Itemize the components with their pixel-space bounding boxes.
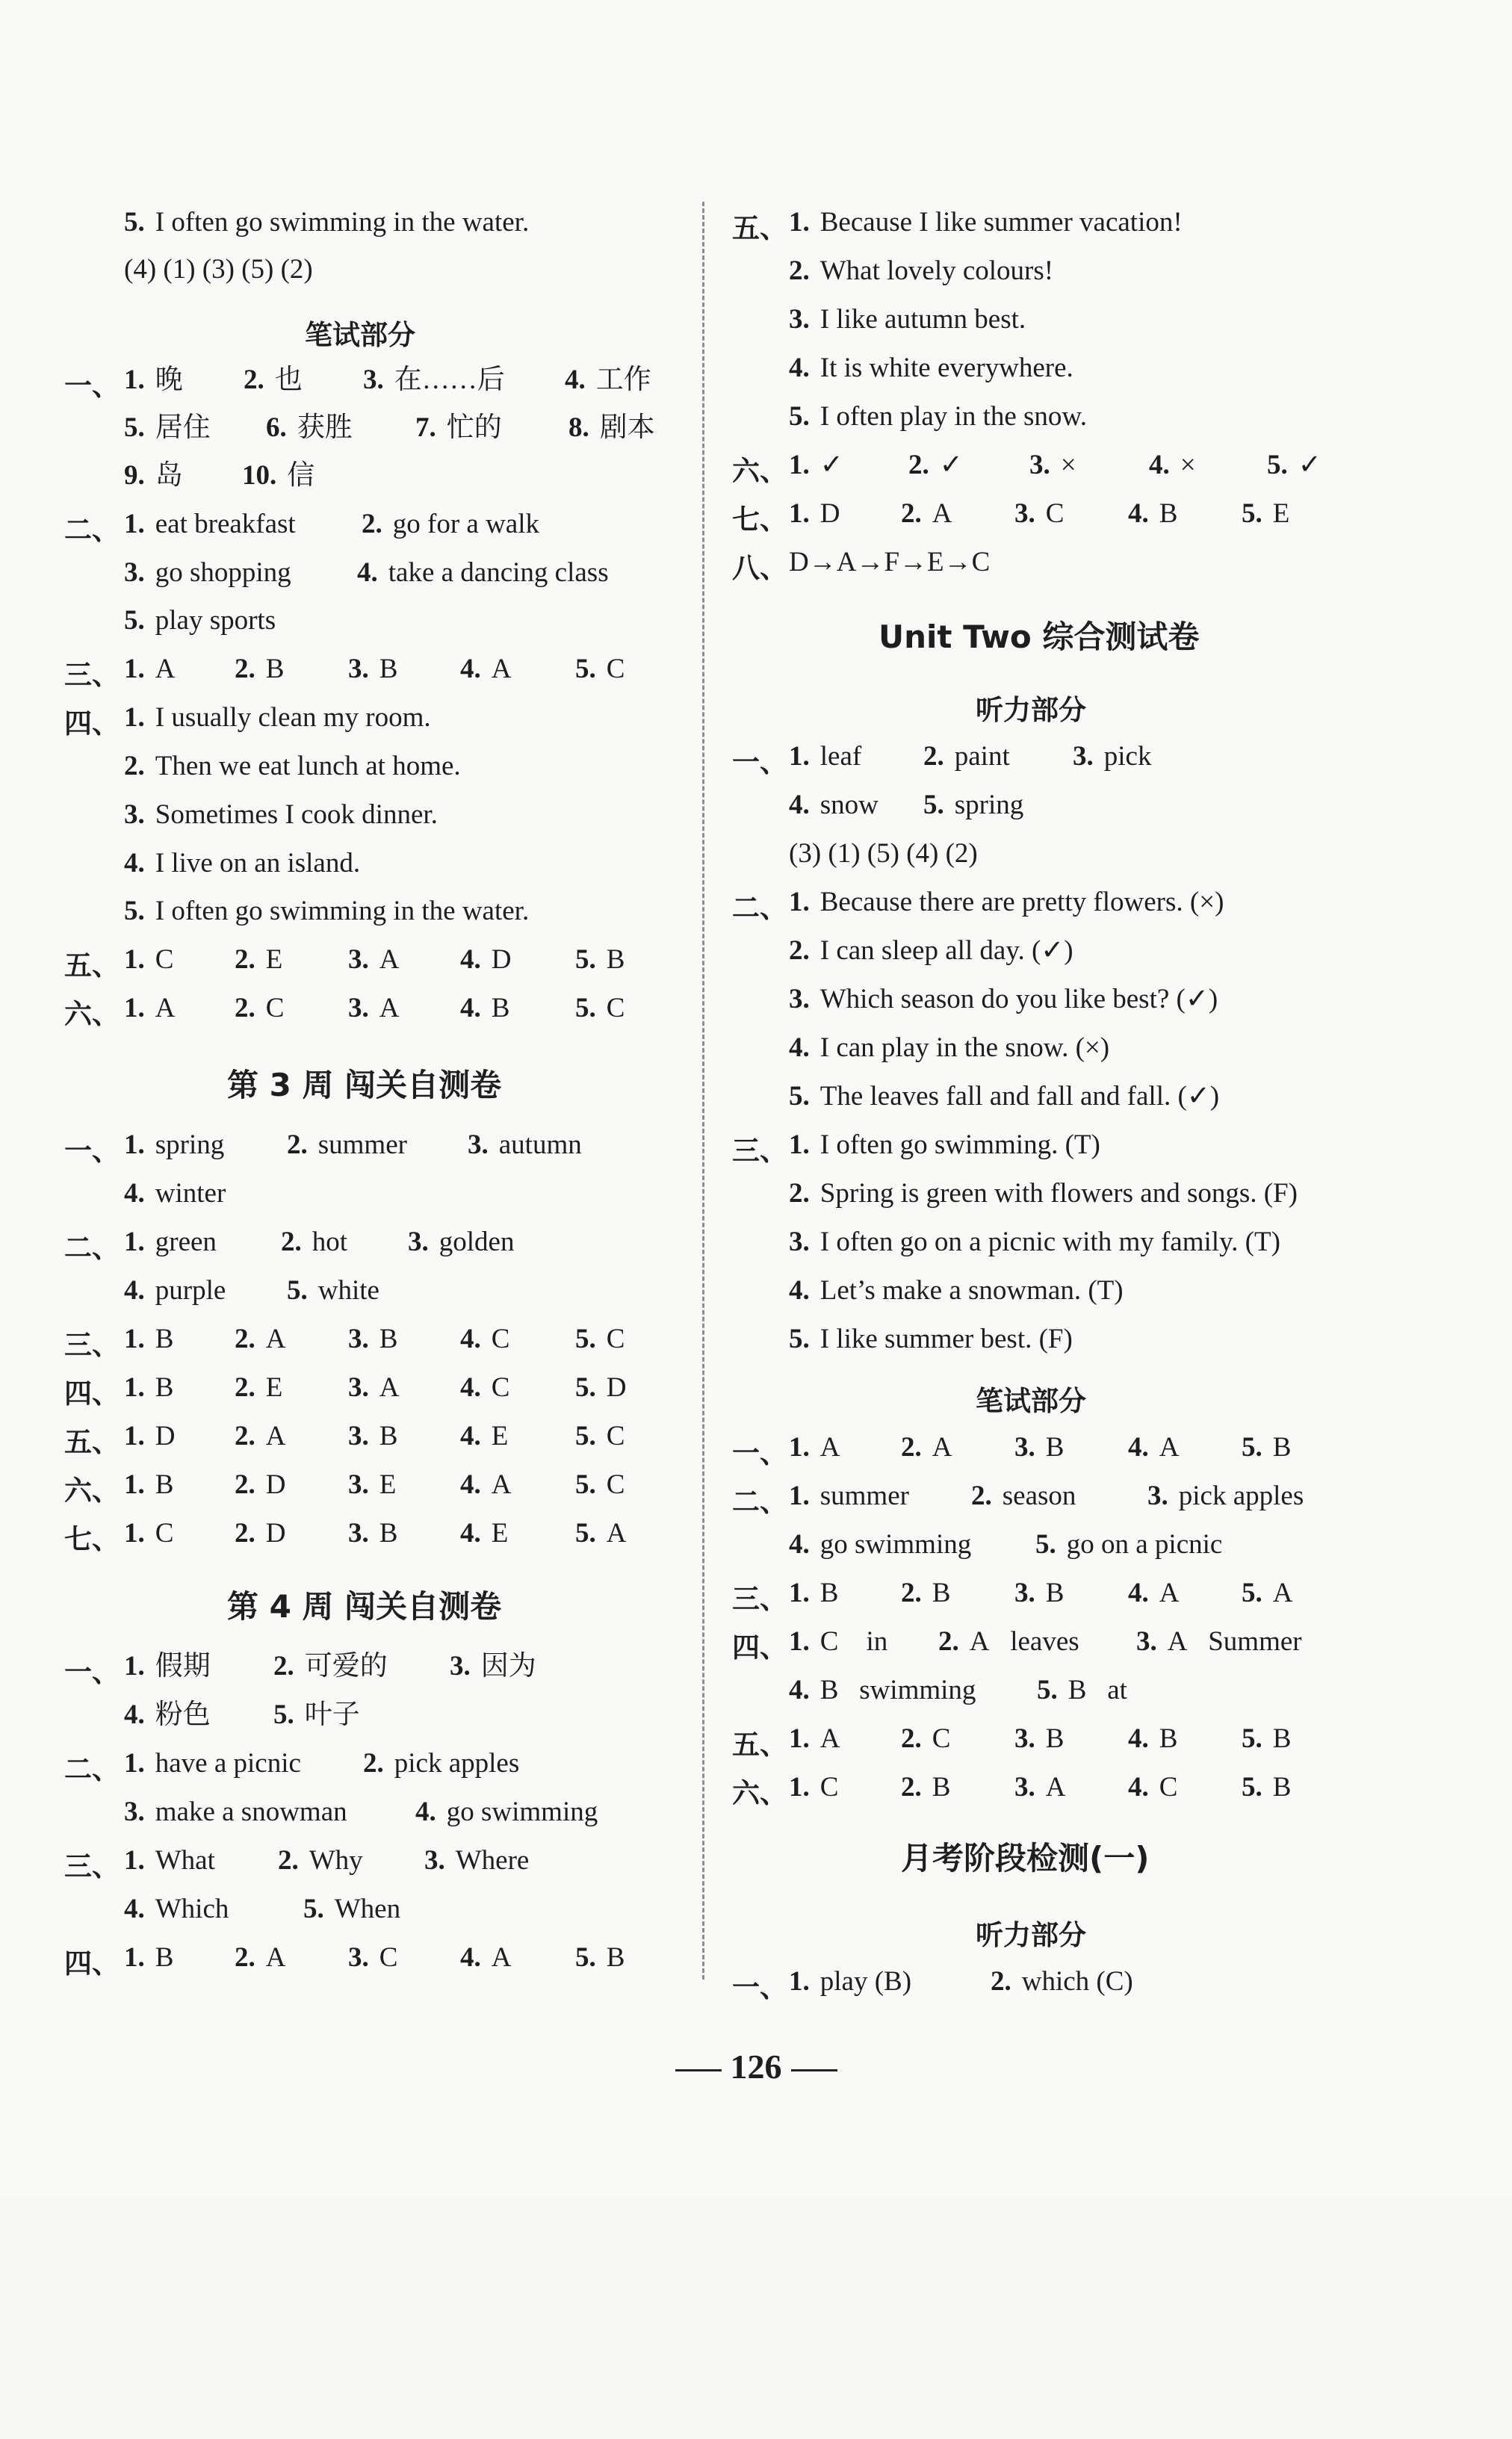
sequence-answer: D→A→F→E→C xyxy=(789,547,991,577)
dash-decoration xyxy=(791,2069,837,2071)
answer-line: 5. I often go swimming in the water. xyxy=(124,896,530,926)
order-answer: (4) (1) (3) (5) (2) xyxy=(124,254,313,285)
section-label: 二、 xyxy=(64,1753,120,1785)
section-label: 八、 xyxy=(732,552,787,584)
section-label: 一、 xyxy=(732,1437,787,1469)
section-label: 六、 xyxy=(732,1777,787,1809)
answer-line: 2. I can sleep all day. (✓) xyxy=(789,935,1073,966)
dash-decoration xyxy=(675,2069,722,2071)
written-heading: 笔试部分 xyxy=(305,319,415,351)
answer-line: 3. Sometimes I cook dinner. xyxy=(124,799,438,830)
section-label: 一、 xyxy=(64,370,120,402)
section-label: 七、 xyxy=(732,503,787,536)
answer-line: 1. I usually clean my room. xyxy=(124,702,431,733)
section-label: 七、 xyxy=(64,1523,120,1555)
section-label: 二、 xyxy=(64,514,120,546)
answer-line: 4. Let’s make a snowman. (T) xyxy=(789,1275,1124,1306)
section-label: 一、 xyxy=(64,1656,120,1688)
answer-line: 2. Spring is green with flowers and songs. (F) xyxy=(789,1178,1298,1209)
week3-title: 第 3 周 闯关自测卷 xyxy=(227,1067,502,1103)
answer-line: 5. I like summer best. (F) xyxy=(789,1324,1073,1354)
section-label: 六、 xyxy=(732,455,787,487)
section-label: 三、 xyxy=(64,1329,120,1361)
section-label: 五、 xyxy=(64,949,120,982)
section-label: 二、 xyxy=(64,1232,120,1264)
section-label: 五、 xyxy=(732,212,787,244)
answer-line: 4. I can play in the snow. (×) xyxy=(789,1032,1110,1063)
answer-line: 5. I often play in the snow. xyxy=(789,401,1087,432)
answer-line: 5. I often go swimming in the water. xyxy=(124,207,530,238)
section-label: 四、 xyxy=(732,1631,787,1664)
week4-title: 第 4 周 闯关自测卷 xyxy=(227,1588,502,1625)
answer-line: 2. What lovely colours! xyxy=(789,255,1054,286)
section-label: 一、 xyxy=(64,1135,120,1167)
section-label: 一、 xyxy=(732,1971,787,2003)
monthly-test-title: 月考阶段检测(一) xyxy=(901,1840,1150,1876)
answer-line: 4. It is white everywhere. xyxy=(789,353,1073,383)
section-label: 二、 xyxy=(732,892,787,924)
section-label: 五、 xyxy=(732,1729,787,1761)
answer-line: 1. Because there are pretty flowers. (×) xyxy=(789,887,1224,917)
answer-line: 3. I like autumn best. xyxy=(789,304,1026,335)
answer-line: 1. I often go swimming. (T) xyxy=(789,1129,1100,1160)
answer-line: 3. I often go on a picnic with my family. (T) xyxy=(789,1227,1280,1257)
section-label: 六、 xyxy=(64,998,120,1030)
answer-line: 3. Which season do you like best? (✓) xyxy=(789,984,1218,1014)
answer-line: 2. Then we eat lunch at home. xyxy=(124,751,461,781)
section-label: 三、 xyxy=(732,1135,787,1167)
answer-line: 5. The leaves fall and fall and fall. (✓) xyxy=(789,1081,1220,1112)
listening-heading: 听力部分 xyxy=(976,694,1086,726)
section-label: 五、 xyxy=(64,1426,120,1458)
section-label: 一、 xyxy=(732,746,787,778)
unit-two-title: Unit Two 综合测试卷 xyxy=(879,619,1200,655)
answer-line: 1. Because I like summer vacation! xyxy=(789,207,1183,238)
section-label: 六、 xyxy=(64,1475,120,1507)
section-label: 四、 xyxy=(64,707,120,740)
listening-heading: 听力部分 xyxy=(976,1919,1086,1951)
page-number: 126 xyxy=(0,2047,1512,2086)
answer-line: 4. I live on an island. xyxy=(124,848,361,878)
written-heading: 笔试部分 xyxy=(976,1385,1086,1417)
section-label: 三、 xyxy=(64,659,120,691)
section-label: 二、 xyxy=(732,1486,787,1518)
section-label: 四、 xyxy=(64,1377,120,1410)
section-label: 四、 xyxy=(64,1947,120,1980)
order-answer: (3) (1) (5) (4) (2) xyxy=(789,838,978,869)
answer-page: 5. I often go swimming in the water. (4) (1) (3) (5) (2) 笔试部分 一、 1. 晚 2. 也 3. 在……后 4. 工作 5. 居住 6. 获胜 7. 忙的 8. 剧本 9. 岛 10. 信 二、 1. eat breakfast 2. go for a walk 3. go shopping 4. take a dancing class 5. play sports 三、 1. A 2. B 3. B 4. A 5. C 四、 1. I usually clean my room. 2. Then we eat lunch at home. 3. Sometimes I cook dinner. 4. I live on an island. 5. I often go swimming in the water. 五、 1. C 2. E 3. A 4. D 5. B 六、 1. A 2. C 3. A 4. B 5. C 第 3 周 闯关自测卷 一、 1. spring 2. summer 3. autumn 4. winter 二、 1. green 2. hot 3. golden 4. purple 5. white 三、 1. B 2. A 3. B 4. C 5. C 四、 1. B 2. E 3. A 4. C 5. D 五、 1. D 2. A 3. B 4. E 5. C 六、 1. B 2. D 3. E 4. A 5. C 七、 1. C 2. D 3. B 4. E 5. A 第 4 周 闯关自测卷 一、 1. 假期 2. 可爱的 3. 因为 4. 粉色 5. 叶子 二、 1. have a picnic 2. pick apples 3. make a snowman 4. go swimming 三、 1. What 2. Why 3. Where 4. Which 5. When 四、 1. B 2. A 3. C 4. A 5. B 五、 1. Because I like summer vacation! 2. What lovely colours! 3. I like autumn best. 4. It is white everywhere. 5. I often play in the snow. 六、 1. ✓ 2. ✓ 3. × 4. × 5. ✓ 七、 1. D 2. A 3. C 4. B 5. E 八、 D→A→F→E→C Unit Two 综合测试卷 听力部分 一、 1. leaf 2. paint 3. pick 4. snow 5. spring (3) (1) (5) (4) (2) 二、 1. Because there are pretty flowers. (×) 2. I can sleep all day. (✓) 3. Which season do you like best? (✓) 4. I can play in the snow. (×) 5. The leaves fall and fall and fall. (✓) 三、 1. I often go swimming. (T) 2. Spring is green with flowers and songs. (F) 3. I often go on a picnic with my family. (T) 4. Let’s make a snowman. (T) 5. I like summer best. (F) 笔试部分 一、 1. A 2. A 3. B 4. A 5. B 二、 1. summer 2. season 3. pick apples 4. go swimming 5. go on a picnic 三、 1. B 2. B 3. B 4. A 5. A 四、 1. C in 2. A leaves 3. A Summer 4. B swimming 5. B at 五、 1. A 2. C 3. B 4. B 5. B 六、 1. C 2. B 3. A 4. C 5. B 月考阶段检测(一) 听力部分 一、 1. play (B) 2. which (C) 126 xyxy=(0,0,1512,2196)
section-label: 三、 xyxy=(732,1583,787,1615)
section-label: 三、 xyxy=(64,1850,120,1882)
column-divider xyxy=(702,202,704,1980)
